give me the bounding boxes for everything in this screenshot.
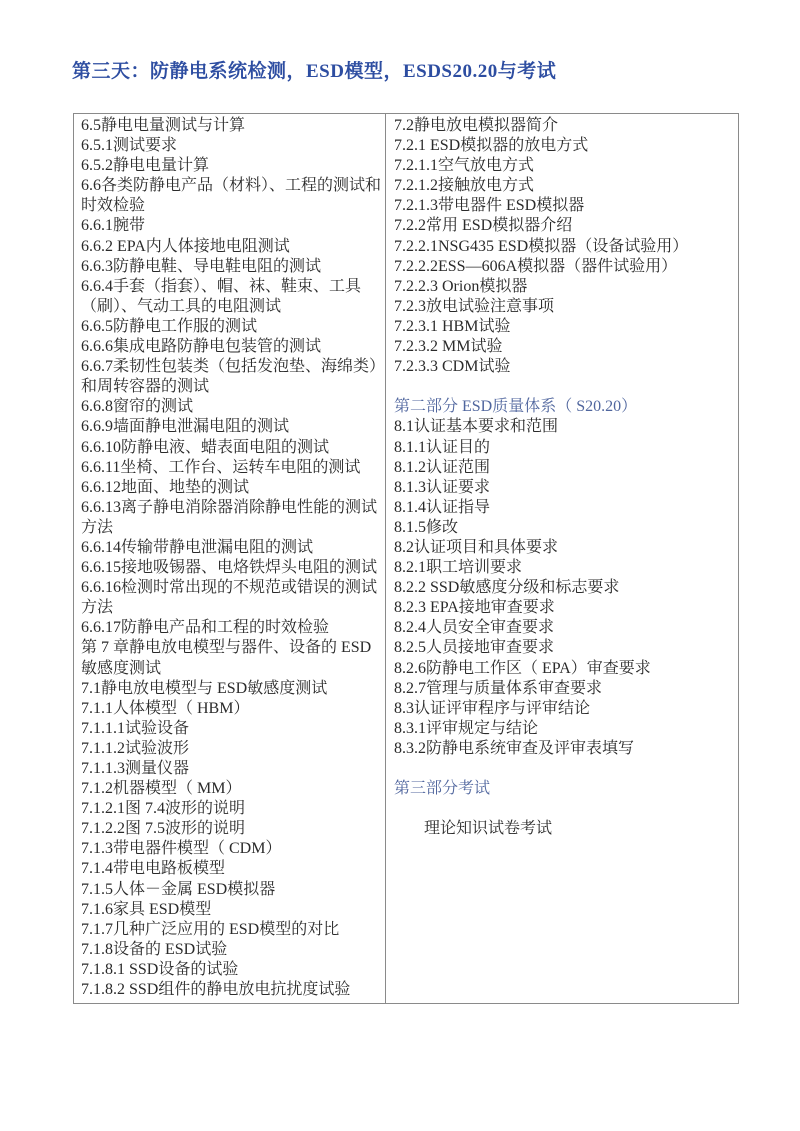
toc-entry: 7.1.1人体模型（ HBM）	[81, 699, 250, 717]
toc-entry: 7.2静电放电模拟器简介	[394, 117, 559, 134]
toc-entry: 6.6.14传输带静电泄漏电阻的测试	[81, 538, 314, 556]
toc-entry: 6.6.7柔韧性包装类（包括发泡垫、海绵类）和周转容器的测试	[81, 358, 378, 396]
toc-entry: 7.1.3带电器件模型（ CDM）	[81, 840, 282, 858]
toc-entry: 7.2.3.1 HBM试验	[394, 317, 511, 335]
toc-entry: 6.6.9墙面静电泄漏电阻的测试	[81, 418, 290, 436]
toc-entry: 8.3认证评审程序与评审结论	[394, 699, 591, 717]
toc-entry: 7.2.1.3带电器件 ESD模拟器	[394, 197, 585, 215]
toc-entry: 6.6.8窗帘的测试	[81, 398, 194, 416]
toc-entry: 6.6.6集成电路防静电包装管的测试	[81, 338, 322, 356]
toc-entry: 7.1.1.3测量仪器	[81, 760, 190, 777]
toc-entry: 7.1.1.2试验波形	[81, 739, 190, 757]
toc-entry: 6.6.15接地吸锡器、电烙铁焊头电阻的测试	[81, 559, 378, 577]
toc-entry: 6.6.11坐椅、工作台、运转车电阻的测试	[81, 458, 361, 476]
toc-entry: 8.1.1认证目的	[394, 438, 491, 456]
toc-entry: 6.6.17防静电产品和工程的时效检验	[81, 619, 330, 637]
blank-line	[394, 377, 734, 397]
toc-entry: 7.1.7几种广泛应用的 ESD模型的对比	[81, 920, 340, 938]
toc-entry: 8.1.5修改	[394, 518, 459, 536]
blank-line	[394, 759, 734, 779]
toc-entry: 8.3.1评审规定与结论	[394, 719, 539, 737]
toc-entry: 6.5.2静电电量计算	[81, 157, 210, 175]
toc-entry: 6.5.1测试要求	[81, 137, 178, 155]
toc-entry: 7.1.8.2 SSD组件的静电放电抗扰度试验	[81, 981, 351, 999]
toc-left-column	[74, 114, 386, 1003]
toc-entry: 8.2.7管理与质量体系审查要求	[394, 679, 603, 697]
toc-entry: 7.2.3.2 MM试验	[394, 338, 503, 356]
toc-entry: 8.2.2 SSD敏感度分级和标志要求	[394, 579, 620, 597]
toc-entry: 6.6.16检测时常出现的不规范或错误的测试方法	[81, 579, 378, 617]
toc-entry: 8.1.2认证范围	[394, 458, 491, 476]
toc-entry: 8.1认证基本要求和范围	[394, 418, 559, 436]
toc-entry: 8.2认证项目和具体要求	[394, 538, 559, 556]
toc-entry: 6.6.5防静电工作服的测试	[81, 317, 258, 335]
toc-entry: 7.1.6家具 ESD模型	[81, 900, 212, 918]
toc-entry: 6.6.12地面、地垫的测试	[81, 478, 250, 496]
toc-entry: 7.2.2常用 ESD模拟器介绍	[394, 217, 573, 235]
toc-entry: 7.2.2.3 Orion模拟器	[394, 277, 528, 295]
section-heading: 第二部分 ESD质量体系（ S20.20）	[394, 398, 638, 416]
toc-entry: 7.2.3放电试验注意事项	[394, 297, 555, 315]
toc-entry: 7.1.2机器模型（ MM）	[81, 780, 242, 798]
toc-entry: 6.6.3防静电鞋、导电鞋电阻的测试	[81, 257, 322, 275]
toc-entry: 7.2.1.2接触放电方式	[394, 177, 535, 195]
toc-entry: 7.2.1.1空气放电方式	[394, 157, 535, 175]
toc-entry: 6.6各类防静电产品（材料）、工程的测试和时效检验	[81, 177, 382, 215]
toc-entry: 7.1.4带电电路板模型	[81, 860, 226, 878]
toc-entry: 6.6.1腕带	[81, 217, 146, 235]
toc-entry: 7.1.5人体－金属 ESD模拟器	[81, 880, 276, 898]
toc-entry: 8.2.3 EPA接地审查要求	[394, 599, 555, 617]
toc-entry: 8.2.6防静电工作区（ EPA）审查要求	[394, 659, 651, 677]
toc-entry: 6.6.4手套（指套）、帽、袜、鞋束、工具（刷）、气动工具的电阻测试	[81, 277, 362, 315]
blank-line	[394, 799, 734, 819]
toc-entry: 7.1静电放电模型与 ESD敏感度测试	[81, 679, 328, 697]
toc-entry: 6.6.2 EPA内人体接地电阻测试	[81, 237, 290, 255]
toc-entry: 7.2.2.1NSG435 ESD模拟器（设备试验用）	[394, 237, 689, 255]
toc-entry: 6.6.13离子静电消除器消除静电性能的测试方法	[81, 498, 378, 536]
toc-entry: 7.2.3.3 CDM试验	[394, 358, 511, 376]
toc-entry: 8.3.2防静电系统审查及评审表填写	[394, 739, 635, 757]
toc-entry: 6.6.10防静电液、蜡表面电阻的测试	[81, 438, 330, 456]
page-title: 第三天：防静电系统检测，ESD模型，ESDS20.20与考试	[72, 61, 557, 82]
toc-entry: 7.1.2.1图 7.4波形的说明	[81, 800, 246, 818]
toc-entry: 8.1.4认证指导	[394, 498, 491, 516]
section-heading: 第三部分考试	[394, 780, 491, 798]
toc-entry: 7.1.2.2图 7.5波形的说明	[81, 820, 246, 838]
toc-entry: 7.2.1 ESD模拟器的放电方式	[394, 137, 589, 155]
toc-entry: 8.2.4人员安全审查要求	[394, 619, 555, 637]
toc-entry: 7.1.1.1试验设备	[81, 719, 190, 737]
toc-table	[73, 113, 739, 1004]
toc-entry: 6.5静电电量测试与计算	[81, 117, 246, 134]
toc-entry: 7.2.2.2ESS—606A模拟器（器件试验用）	[394, 257, 678, 275]
toc-entry: 8.2.5人员接地审查要求	[394, 639, 555, 657]
toc-right-column	[386, 114, 738, 1003]
toc-entry: 第 7 章静电放电模型与器件、设备的 ESD敏感度测试	[81, 639, 372, 677]
toc-entry: 理论知识试卷考试	[424, 820, 553, 838]
toc-entry: 7.1.8.1 SSD设备的试验	[81, 960, 239, 978]
toc-entry: 8.2.1职工培训要求	[394, 559, 523, 577]
toc-entry: 7.1.8设备的 ESD试验	[81, 940, 228, 958]
toc-entry: 8.1.3认证要求	[394, 478, 491, 496]
